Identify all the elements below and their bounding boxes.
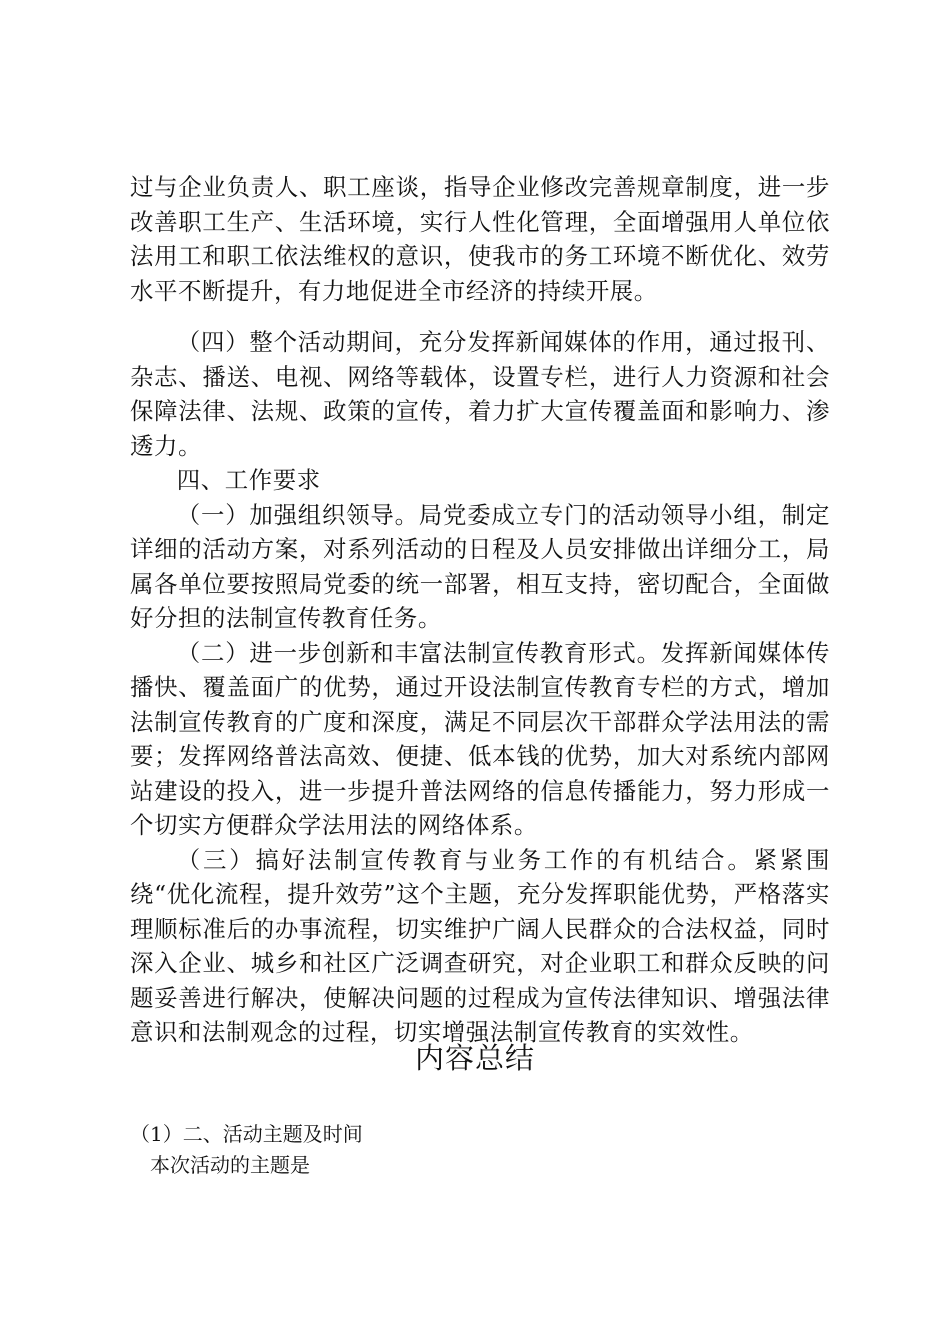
body-text: [130, 170, 830, 1050]
section-heading-work-requirements: 四、工作要求: [176, 466, 321, 494]
summary-item-1: （1）二、活动主题及时间: [130, 1122, 363, 1146]
paragraph-requirement-1: （一）加强组织领导。局党委成立专门的活动领导小组，制定详细的活动方案，对系列活动的日程及人员安排做出详细分工，局属各单位要按照局党委的统一部署，相互支持，密切配合，全面做好分担的法制宣传教育任务。: [130, 500, 830, 632]
paragraph-section-4: （四）整个活动期间，充分发挥新闻媒体的作用，通过报刊、杂志、播送、电视、网络等载体，设置专栏，进行人力资源和社会保障法律、法规、政策的宣传，着力扩大宣传覆盖面和影响力、渗透力。: [130, 328, 830, 460]
paragraph-continuation: 过与企业负责人、职工座谈，指导企业修改完善规章制度，进一步改善职工生产、生活环境，实行人性化管理，全面增强用人单位依法用工和职工依法维权的意识，使我市的务工环境不断优化、效劳水平不断提升，有力地促进全市经济的持续开展。: [130, 173, 830, 305]
paragraph-requirement-3: （三）搞好法制宣传教育与业务工作的有机结合。紧紧围绕“优化流程，提升效劳”这个主题，充分发挥职能优势，严格落实理顺标准后的办事流程，切实维护广阔人民群众的合法权益，同时深入企业、城乡和社区广泛调查研究，对企业职工和群众反映的问题妥善进行解决，使解决问题的过程成为宣传法律知识、增强法律意识和法制观念的过程，切实增强法制宣传教育的实效性。: [130, 845, 830, 1046]
summary-item-2: 本次活动的主题是: [150, 1153, 310, 1177]
paragraph-requirement-2: （二）进一步创新和丰富法制宣传教育形式。发挥新闻媒体传播快、覆盖面广的优势，通过开设法制宣传教育专栏的方式，增加法制宣传教育的广度和深度，满足不同层次干部群众学法用法的需要；发挥网络普法高效、便捷、低本钱的优势，加大对系统内部网站建设的投入，进一步提升普法网络的信息传播能力，努力形成一个切实方便群众学法用法的网络体系。: [130, 638, 830, 839]
summary-title: 内容总结: [414, 1041, 535, 1075]
